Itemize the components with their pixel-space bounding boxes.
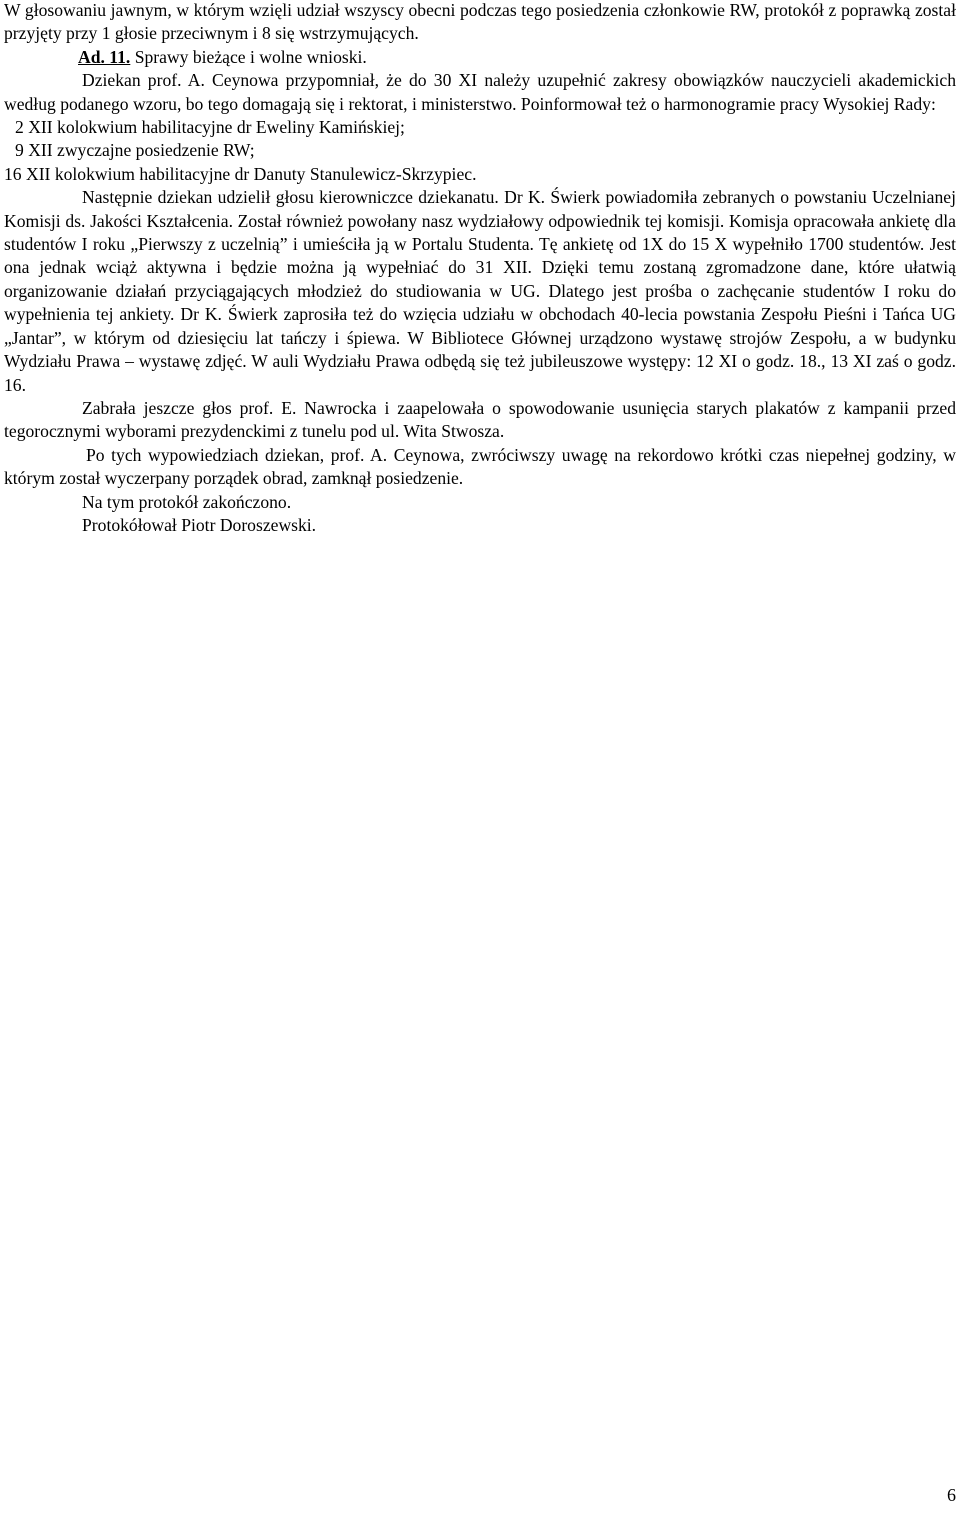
closing-paragraph: Po tych wypowiedziach dziekan, prof. A. Ceynowa, zwróciwszy uwagę na rekordowo krótki czas niepełnej godziny, w którym został wyczerpany porządek obrad, zamknął posiedzenie. — [4, 444, 956, 489]
voting-result-paragraph: W głosowaniu jawnym, w którym wzięli udział wszyscy obecni podczas tego posiedzenia członkowie RW, protokół z poprawką został przyjęty przy 1 głosie przeciwnym i 8 się wstrzymujących. — [4, 0, 956, 44]
dean-reminder-paragraph: Dziekan prof. A. Ceynowa przypomniał, że do 30 XI należy uzupełnić zakresy obowiązków nauczycieli akademickich według podanego wzoru, bo tego domagają się i rektorat, i ministerstwo. Poinformował też o harmonogramie pracy Wysokiej Rady: — [4, 70, 956, 114]
schedule-item: 16 XII kolokwium habilitacyjne dr Danuty Stanulewicz-Skrzypiec. — [4, 163, 477, 184]
nawrocka-paragraph: Zabrała jeszcze głos prof. E. Nawrocka i zaapelowała o spowodowanie usunięcia starych plakatów z kampanii przed tegorocznymi wyborami prezydenckimi z tunelu pod ul. Wita Stwosza. — [4, 397, 956, 442]
schedule-item: 2 XII kolokwium habilitacyjne dr Eweliny Kamińskiej; — [15, 117, 405, 138]
document-page — [4, 0, 956, 537]
agenda-item-heading — [4, 46, 956, 69]
agenda-item-number: Ad. 11. — [78, 46, 131, 67]
end-note: Na tym protokół zakończono. — [82, 491, 292, 512]
page-number: 6 — [947, 1485, 956, 1505]
recorder-signature: Protokółował Piotr Doroszewski. — [82, 514, 317, 535]
schedule-item: 9 XII zwyczajne posiedzenie RW; — [15, 140, 255, 161]
office-head-paragraph: Następnie dziekan udzielił głosu kierowniczce dziekanatu. Dr K. Świerk powiadomiła zebranych o powstaniu Uczelnianej Komisji ds. Jakości Kształcenia. Został również powołany nasz wydziałowy odpowiednik tej komisji. Komisja opracowała ankietę dla studentów I roku „Pierwszy z uczelnią” i umieściła ją w Portalu Studenta. Tę ankietę od 1X do 15 X wypełniło 1700 studentów. Jest ona jednak wciąż aktywna i będzie można ją wypełniać do 31 XII. Dzięki temu zostaną zgromadzone dane, które ułatwią organizowanie działań przyciągających młodzież do studiowania w UG. Dlatego jest prośba o zachęcanie studentów I roku do wypełnienia tej ankiety. Dr K. Świerk zaprosiła też do wzięcia udziału w obchodach 40-lecia powstania Zespołu Pieśni i Tańca UG „Jantar”, w którym od dziesięciu lat tańczy i śpiewa. W Bibliotece Głównej urządzono wystawę strojów Zespołu, a w budynku Wydziału Prawa – wystawę zdjęć. W auli Wydziału Prawa odbędą się też jubileuszowe występy: 12 XI o godz. 18., 13 XI zaś o godz. 16. — [4, 187, 956, 395]
agenda-item-title: Sprawy bieżące i wolne wnioski. — [134, 46, 367, 67]
